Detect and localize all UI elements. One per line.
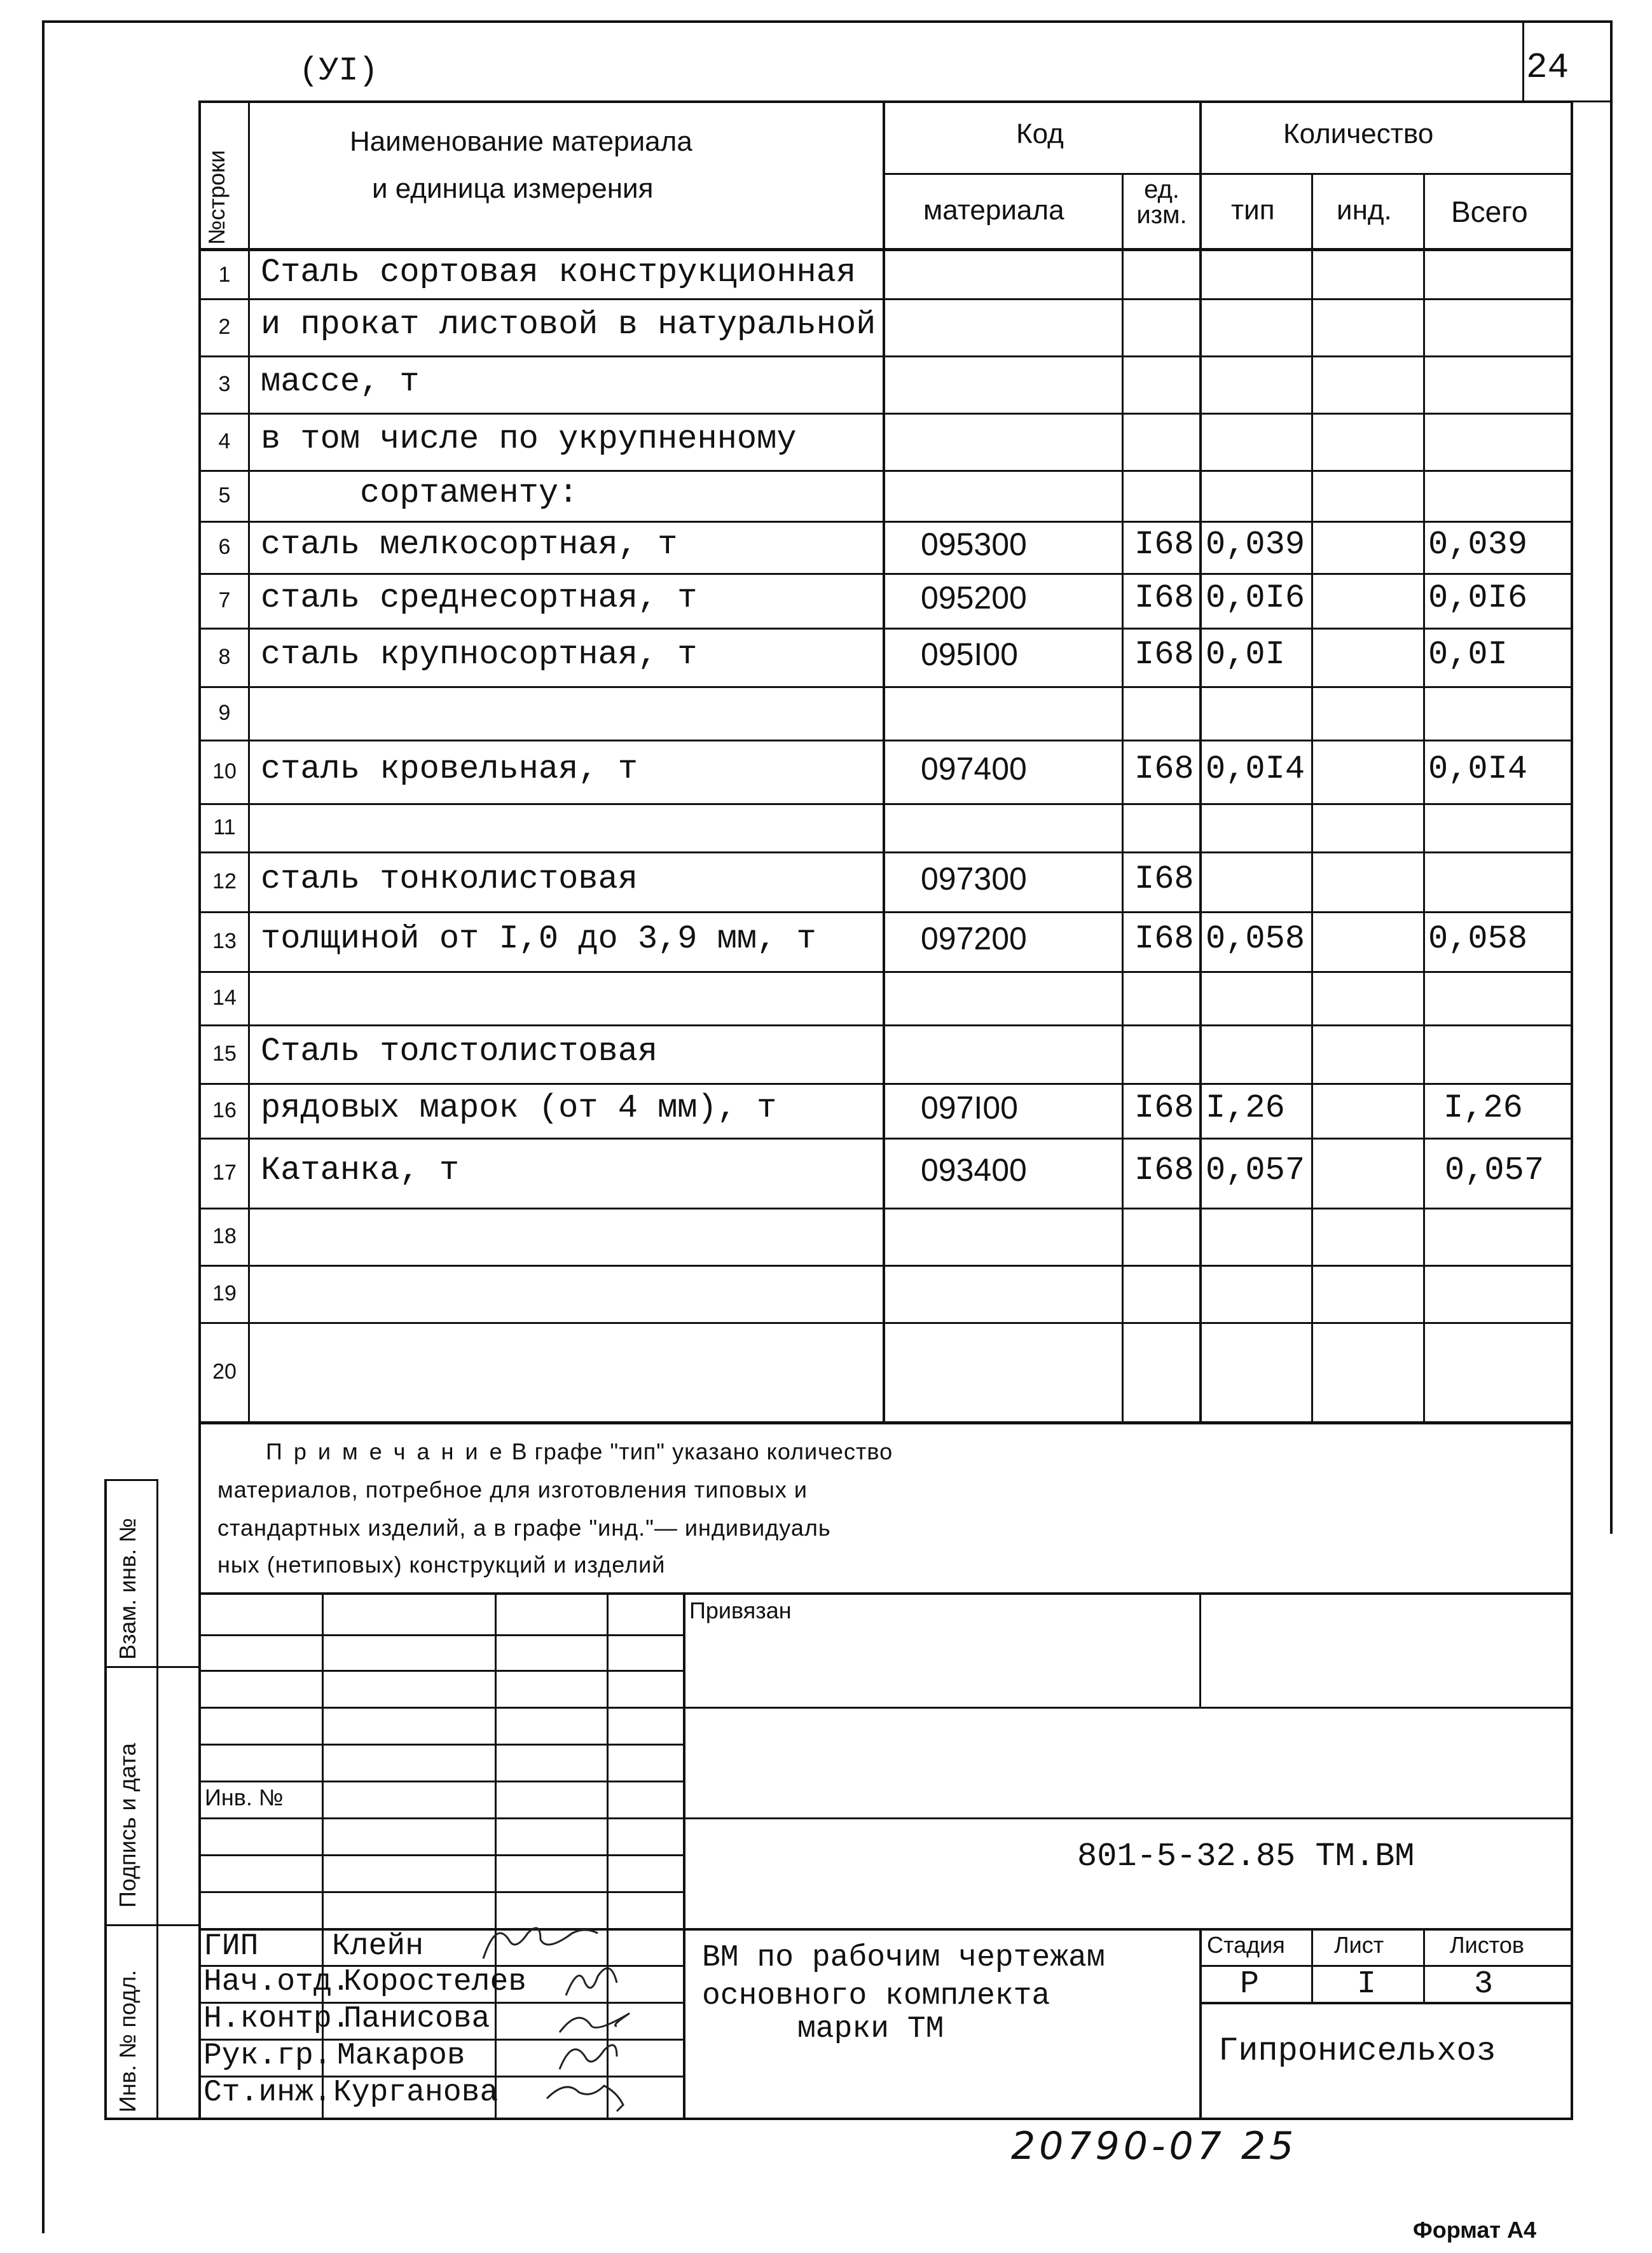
table-cell-type: 0,0I [1206, 636, 1285, 673]
stamp-r-row-1 [683, 1707, 1573, 1709]
table-cell-total: 0,0I4 [1428, 750, 1528, 788]
note-line4: ных (нетиповых) конструкций и изделий [217, 1552, 666, 1578]
table-cell-name: сталь кровельная, т [261, 750, 638, 788]
table-row-line [198, 1208, 1573, 1209]
table-row-line [198, 971, 1573, 973]
title-line1: ВМ по рабочим чертежам [702, 1941, 1105, 1975]
table-col-ind [1423, 173, 1425, 1423]
org-name: Гипронисельхоз [1218, 2032, 1496, 2070]
stamp-row-2 [198, 1670, 684, 1672]
table-cell-unit: I68 [1134, 860, 1194, 898]
table-cell-unit: I68 [1134, 920, 1194, 958]
table-cell-unit: I68 [1134, 636, 1194, 673]
stage-value: Р [1240, 1966, 1260, 2002]
table-cell-total: 0,058 [1428, 920, 1528, 958]
table-row-line [198, 628, 1573, 630]
stamp-row-3 [198, 1707, 684, 1709]
stamp-row-1 [198, 1634, 684, 1636]
staff-name-4: Макаров [337, 2039, 465, 2073]
side-label-vzam: Взам. инв. № [114, 1517, 141, 1660]
table-cell-name: сортаменту: [261, 474, 579, 512]
table-cell-code: 097I00 [921, 1090, 1018, 1126]
stamp-row-9 [198, 1928, 684, 1931]
table-cell-name: массе, т [261, 363, 420, 401]
side-strip-div1 [104, 1666, 200, 1668]
header-qty-type: тип [1231, 195, 1275, 226]
table-row-number: 18 [212, 1224, 237, 1248]
stamp-row-7 [198, 1854, 684, 1856]
header-code-unit: ед. изм. [1136, 176, 1187, 229]
table-row-line [198, 298, 1573, 300]
page-num-box-left [1522, 20, 1524, 102]
table-cell-unit: I68 [1134, 526, 1194, 563]
stage-label: Стадия [1207, 1932, 1285, 1958]
table-row-number: 4 [218, 429, 231, 453]
table-row-number: 3 [218, 372, 231, 396]
table-cell-name: сталь среднесортная, т [261, 579, 698, 617]
table-row-line [198, 803, 1573, 805]
staff-role-3: Н.контр. [203, 2002, 350, 2036]
table-row-number: 6 [218, 535, 231, 559]
staff-name-3: Панисова [343, 2002, 490, 2036]
note-line2: материалов, потребное для изготовления типовых и [217, 1477, 808, 1503]
staff-name-2: Коростелев [343, 1965, 527, 1999]
table-row-line [198, 521, 1573, 523]
title-line3: марки ТМ [797, 2012, 944, 2046]
stamp-r-stage-col1 [1311, 1928, 1313, 2003]
table-cell-name: в том числе по укрупненному [261, 420, 797, 458]
note-title: П р и м е ч а н и е [266, 1438, 505, 1464]
doc-code: 801-5-32.85 ТМ.ВМ [1077, 1838, 1415, 1875]
table-row-line [198, 573, 1573, 575]
table-cell-name: толщиной от I,0 до 3,9 мм, т [261, 920, 816, 958]
table-cell-name: и прокат листовой в натуральной [261, 306, 876, 343]
staff-role-5: Ст.инж. [203, 2076, 332, 2110]
table-cell-name: Сталь толстолистовая [261, 1033, 658, 1070]
header-name-line1: Наименование материала [350, 126, 692, 157]
table-row-number: 11 [213, 815, 236, 839]
table-cell-code: 097400 [921, 751, 1027, 787]
header-mid-line [883, 173, 1573, 175]
table-row-number: 7 [218, 588, 231, 612]
table-cell-total: I,26 [1443, 1089, 1523, 1127]
table-row-line [198, 1265, 1573, 1267]
table-row-number: 10 [212, 759, 237, 783]
side-strip-right [156, 1479, 158, 2119]
table-cell-total: 0,039 [1428, 526, 1528, 563]
header-row-number: №строки [203, 149, 230, 245]
note-line1 [266, 1438, 893, 1465]
table-col-type [1311, 173, 1313, 1423]
table-cell-name: Катанка, т [261, 1152, 460, 1189]
staff-role-1: ГИП [203, 1929, 259, 1964]
inv-no-label: Инв. № [205, 1784, 284, 1810]
table-cell-code: 097200 [921, 921, 1027, 956]
title-line2: основного комплекта [702, 1979, 1050, 2013]
side-label-podpis: Подпись и дата [114, 1743, 141, 1908]
table-cell-name: Сталь сортовая конструкционная [261, 253, 857, 291]
staff-name-5: Курганова [333, 2076, 499, 2110]
staff-role-2: Нач.отд. [203, 1965, 350, 1999]
staff-role-4: Рук.гр. [203, 2039, 332, 2073]
table-cell-code: 095I00 [921, 637, 1018, 672]
frame-top [42, 20, 1613, 23]
side-strip-div2 [104, 1924, 200, 1926]
table-row-line [198, 355, 1573, 357]
table-row-line [198, 1083, 1573, 1085]
side-label-inv-podl: Инв. № подл. [114, 1969, 141, 2112]
handwritten-number: 20790-07 25 [1011, 2124, 1298, 2168]
table-top [198, 100, 1573, 103]
table-cell-type: I,26 [1206, 1089, 1285, 1127]
header-bottom-line [198, 248, 1573, 251]
section-mark: (УI) [299, 52, 378, 90]
table-cell-name: сталь крупносортная, т [261, 636, 698, 673]
table-row-line [198, 851, 1573, 853]
stamp-r-stage-col2 [1423, 1928, 1425, 2003]
table-cell-unit: I68 [1134, 1089, 1194, 1127]
note-right [1571, 1422, 1573, 1594]
table-cell-name: рядовых марок (от 4 мм), т [261, 1089, 777, 1127]
privyazan-label: Привязан [689, 1597, 792, 1623]
stamp-top [198, 1592, 1573, 1595]
stamp-row-8 [198, 1891, 684, 1893]
header-name-line2: и единица измерения [372, 173, 654, 204]
header-code-material: материала [923, 195, 1064, 226]
table-row-number: 20 [212, 1360, 237, 1384]
side-strip-top [104, 1479, 158, 1481]
table-row-line [198, 740, 1573, 741]
stamp-r-row-2 [683, 1817, 1573, 1819]
table-row-line [198, 1322, 1573, 1324]
table-cell-type: 0,057 [1206, 1152, 1305, 1189]
table-row-line [198, 686, 1573, 688]
stamp-row-4 [198, 1744, 684, 1746]
header-quantity: Количество [1283, 118, 1434, 149]
note-left [198, 1422, 201, 1594]
table-row-number: 2 [218, 315, 231, 339]
table-cell-total: 0,0I6 [1428, 579, 1528, 617]
side-strip-left [104, 1479, 107, 2119]
table-row-number: 19 [212, 1281, 237, 1306]
header-qty-ind: инд. [1337, 195, 1392, 226]
stamp-r-title-div [1199, 1928, 1202, 2119]
stamp-right [1571, 1592, 1573, 2120]
table-row-number: 9 [218, 701, 231, 725]
header-qty-total: Всего [1451, 195, 1528, 228]
table-cell-unit: I68 [1134, 579, 1194, 617]
table-col-code [1122, 173, 1124, 1423]
table-cell-name: сталь мелкосортная, т [261, 526, 678, 563]
table-row-number: 8 [218, 645, 231, 669]
table-cell-code: 097300 [921, 861, 1027, 897]
sheet-value: I [1357, 1966, 1377, 2002]
table-cell-type: 0,0I6 [1206, 579, 1305, 617]
page-number: 24 [1526, 47, 1569, 88]
table-cell-code: 093400 [921, 1152, 1027, 1188]
sheets-label: Листов [1450, 1932, 1524, 1958]
sheets-value: 3 [1474, 1966, 1494, 2002]
table-cell-name: сталь тонколистовая [261, 860, 638, 898]
table-row-number: 12 [212, 869, 237, 893]
table-row-line [198, 1024, 1573, 1026]
frame-right [1610, 20, 1613, 1534]
table-row-line [198, 470, 1573, 472]
table-cell-type: 0,039 [1206, 526, 1305, 563]
staff-name-1: Клейн [332, 1929, 424, 1964]
sheet-label: Лист [1334, 1932, 1384, 1958]
frame-left [42, 20, 45, 2233]
table-cell-code: 095300 [921, 527, 1027, 562]
header-code: Код [1016, 118, 1064, 149]
note-text1: В графе "тип" указано количество [504, 1438, 893, 1464]
stamp-r-row-3 [683, 1928, 1573, 1931]
table-cell-total: 0,057 [1445, 1152, 1545, 1189]
table-cell-unit: I68 [1134, 1152, 1194, 1189]
table-row-line [198, 1421, 1573, 1424]
table-row-number: 17 [212, 1161, 237, 1185]
stamp-bottom [198, 2118, 1573, 2120]
table-row-line [198, 911, 1573, 913]
table-cell-type: 0,0I4 [1206, 750, 1305, 788]
note-line3: стандартных изделий, а в графе "инд."— индивидуаль [217, 1515, 831, 1541]
table-row-number: 16 [212, 1098, 237, 1122]
table-row-line [198, 413, 1573, 415]
table-row-number: 1 [218, 262, 231, 287]
stamp-privyazan-div [1199, 1592, 1201, 1707]
table-cell-unit: I68 [1134, 750, 1194, 788]
table-row-number: 5 [218, 483, 231, 507]
table-row-line [198, 1138, 1573, 1140]
table-row-number: 13 [212, 929, 237, 953]
stamp-row-5 [198, 1781, 684, 1782]
table-row-number: 15 [212, 1042, 237, 1066]
table-cell-type: 0,058 [1206, 920, 1305, 958]
format-label: Формат А4 [1413, 2217, 1537, 2243]
side-strip-bottom [104, 2118, 200, 2120]
table-row-number: 14 [212, 986, 237, 1010]
stamp-row-6 [198, 1817, 684, 1819]
table-cell-code: 095200 [921, 580, 1027, 616]
table-cell-total: 0,0I [1428, 636, 1508, 673]
